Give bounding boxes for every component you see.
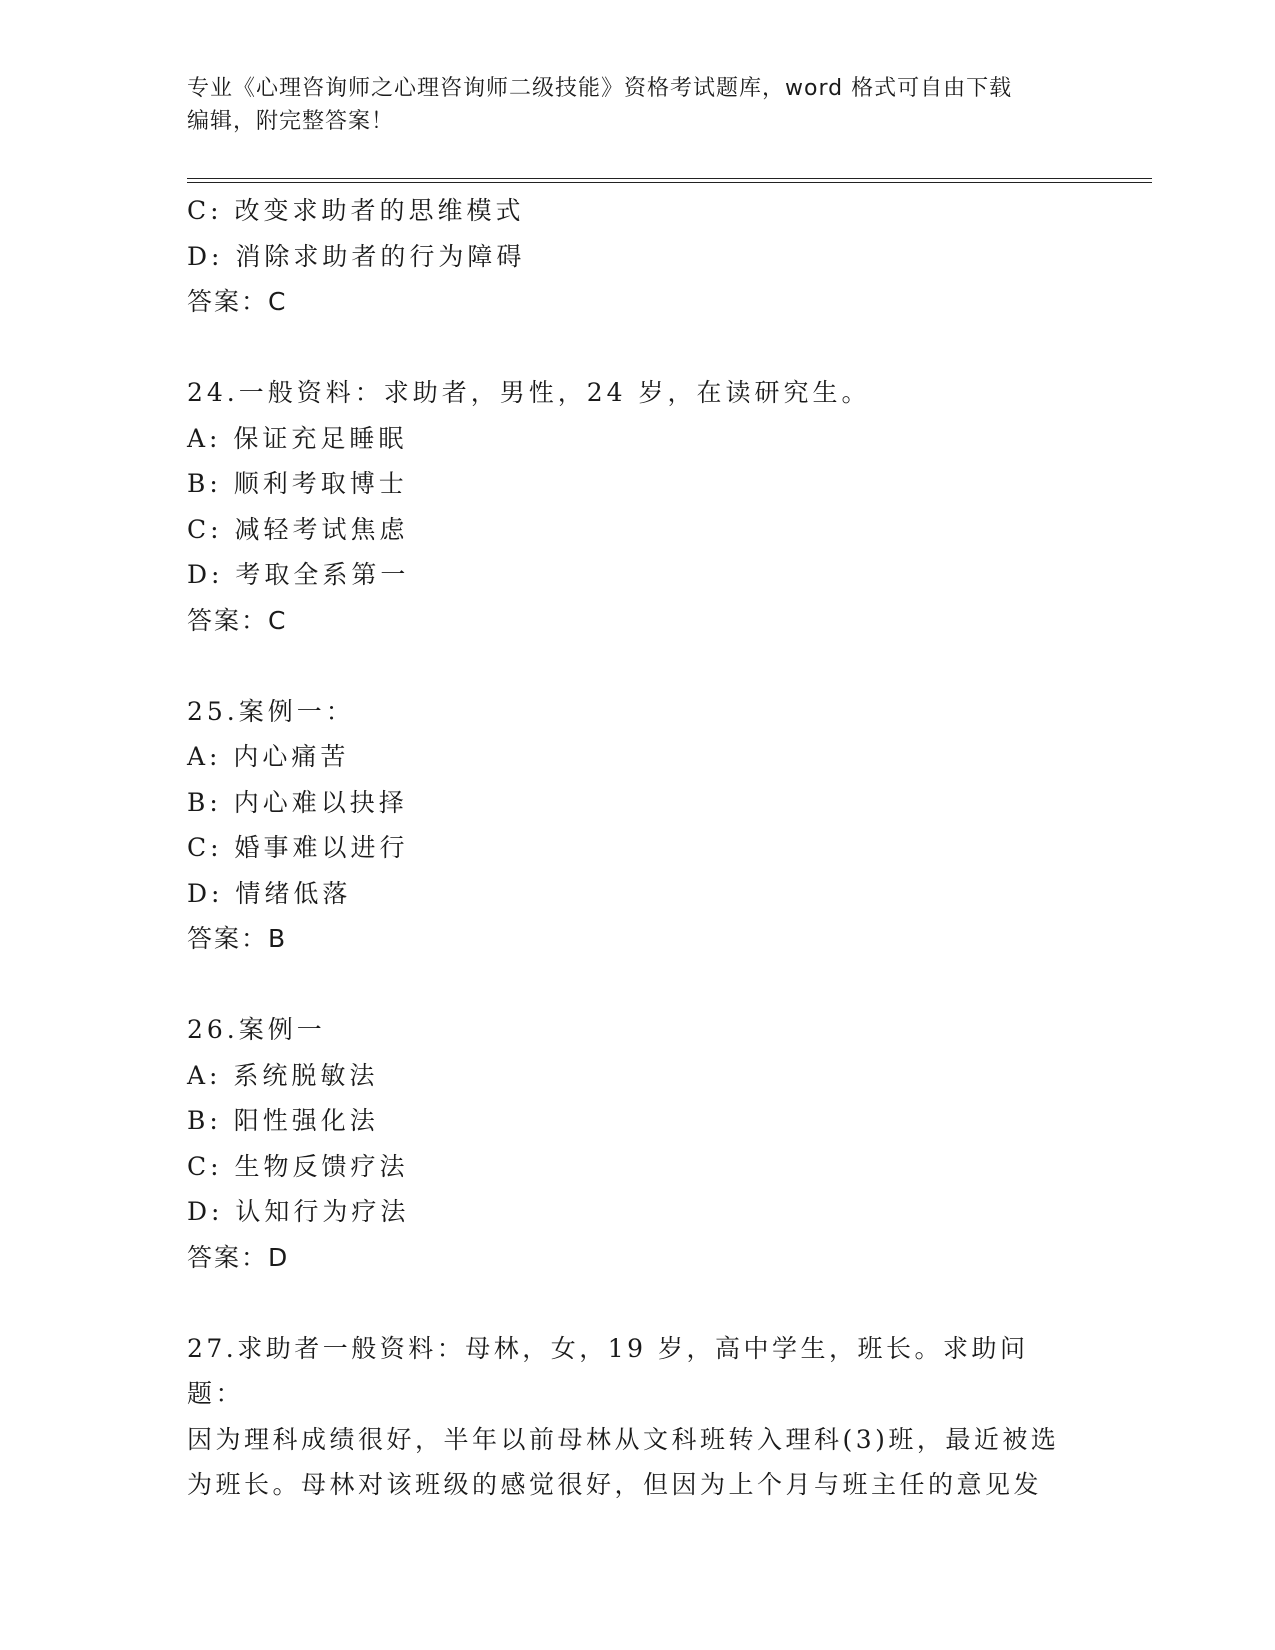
option-a: A: 内心痛苦 [187, 742, 350, 771]
option-c: C: 减轻考试焦虑 [187, 514, 409, 544]
header-line-1: 专业《心理咨询师之心理咨询师二级技能》资格考试题库，word 格式可自由下载 [187, 76, 1013, 101]
header-rule-top [187, 178, 1152, 179]
answer: 答案：B [187, 924, 288, 953]
option-c: C: 婚事难以进行 [187, 833, 409, 862]
paragraph-line-3: 为班长。母林对该班级的感觉很好，但因为上个月与班主任的意见发 [187, 1470, 1043, 1499]
option-c: C: 改变求助者的思维模式 [187, 196, 525, 225]
answer: 答案：C [187, 605, 288, 635]
option-c: C: 生物反馈疗法 [187, 1151, 409, 1181]
question-25 [187, 689, 1087, 962]
option-d: D: 情绪低落 [187, 878, 352, 908]
question-stem: 26.案例一 [187, 1015, 326, 1044]
header-rule-bottom [187, 182, 1152, 183]
option-b: B: 内心难以抉择 [187, 787, 408, 817]
answer: 答案：D [187, 1242, 290, 1272]
option-d: D: 认知行为疗法 [187, 1197, 410, 1226]
option-a: A: 保证充足睡眠 [187, 423, 408, 453]
page-header [187, 72, 1087, 138]
question-26 [187, 1007, 1087, 1280]
question-23 [187, 188, 1087, 325]
question-stem: 24.一般资料：求助者，男性，24 岁，在读研究生。 [187, 378, 871, 407]
header-line-2: 编辑，附完整答案！ [187, 109, 395, 134]
question-stem: 25.案例一： [187, 696, 355, 726]
question-24 [187, 370, 1087, 643]
option-b: B: 阳性强化法 [187, 1106, 379, 1135]
option-d: D: 消除求助者的行为障碍 [187, 241, 526, 271]
paragraph-line-2: 因为理科成绩很好，半年以前母林从文科班转入理科(3)班，最近被选 [187, 1424, 1060, 1454]
option-b: B: 顺利考取博士 [187, 469, 408, 498]
option-a: A: 系统脱敏法 [187, 1060, 379, 1090]
document-body [187, 188, 1087, 1508]
question-27 [187, 1326, 1087, 1508]
option-d: D: 考取全系第一 [187, 560, 410, 589]
paragraph-line-1: 27.求助者一般资料：母林，女，19 岁，高中学生，班长。求助问题： [187, 1333, 1029, 1408]
answer: 答案：C [187, 287, 288, 316]
